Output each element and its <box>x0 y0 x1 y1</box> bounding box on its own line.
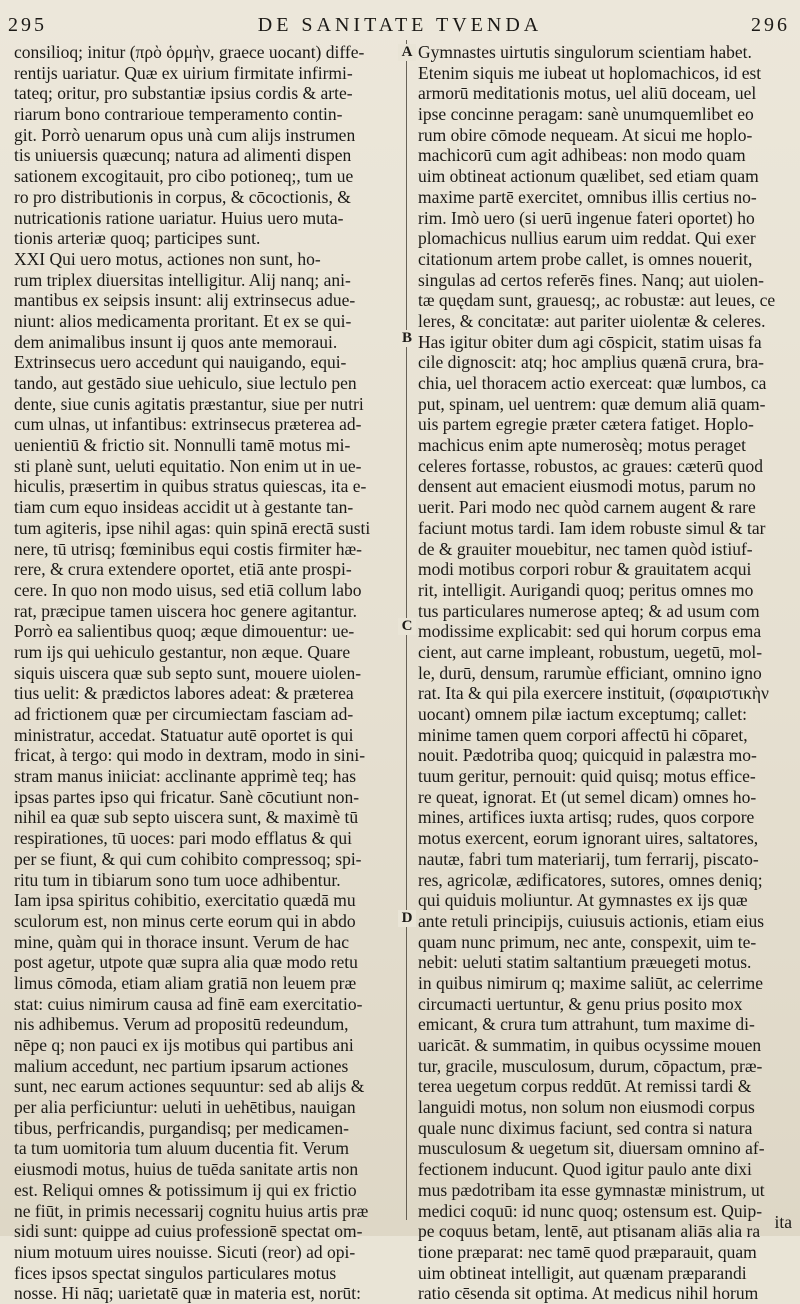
text-line: fricat, à tergo: qui modo in dextram, modo in sini- <box>14 745 366 766</box>
text-line: tiam cum equo insideas accidit ut à gestante tan- <box>14 497 354 518</box>
text-line: limus cōmoda, etiam aliam gratiā non leuem præ <box>14 972 357 993</box>
text-line: nutricationis ratione uariatur. Huius uero muta- <box>14 207 344 228</box>
text-line: rum triplex diuersitas intelligitur. Alij nanq; ani- <box>14 269 351 290</box>
text-line: ipsas partes ipso qui fricatur. Sanè cōcutiunt non- <box>14 786 360 807</box>
text-line: ipse concinne peragam: sanè unumquemlibet eo <box>418 104 754 125</box>
text-line: nere, tū utrisq; fœminibus equi costis firmiter hæ- <box>14 538 363 559</box>
catchword: ita <box>774 1212 792 1232</box>
running-head <box>0 14 800 40</box>
text-line: tæ quędam sunt, grauesq;, ac robustæ: aut leues, ce <box>418 290 776 311</box>
text-line: tionis arteriæ quoq; participes sunt. <box>14 228 261 249</box>
text-line: rum ijs qui uehiculo gestantur, non æque. Quare <box>14 641 351 662</box>
text-line: tum agiteris, ipse nihil agas: quin spinā erectā susti <box>14 517 371 538</box>
text-line: rum obire cōmode nequeam. At sicui me hoplo- <box>418 124 753 145</box>
text-line: minime tamen quem corpori affectū hi cōparet, <box>418 724 748 745</box>
text-line: nautæ, fabri tum materiarij, tum ferrarij, piscato- <box>418 848 759 869</box>
page-number-left: 295 <box>8 14 47 36</box>
text-line: siquis uiscera quæ sub septo sunt, mouere uiolen- <box>14 662 362 683</box>
text-line: uenientiū & frictio sit. Nonnulli tamē motus mi- <box>14 435 351 456</box>
text-line: cere. In quo non modo uisus, sed etiā collum labo <box>14 579 362 600</box>
text-line: tis uniuersis quæcunq; natura ad alimenti dispen <box>14 145 352 166</box>
text-line: de & grauiter mouebitur, nec tamen quòd istiuf- <box>418 538 753 559</box>
text-line: ritu tum in tibiarum sono tum uoce adhibentur. <box>14 869 341 890</box>
text-line: niunt: alios medicamenta proritant. Et ex se qui- <box>14 310 352 331</box>
text-line: ro pro distributionis in corpus, & cōcoctionis, & <box>14 186 351 207</box>
text-line: uaricāt. & summatim, in quibus ocyssime mouen <box>418 1035 762 1055</box>
text-line: motus exercent, eorum ignorant uires, saltatores, <box>418 828 759 849</box>
text-line: uocant) omnem pilæ iactum exceptumq; callet: <box>418 704 747 724</box>
text-line: rat, præcipue tamen uiscera hoc genere agitantur. <box>14 600 358 621</box>
text-line: sunt, nec earum actiones sequuntur: sed ab alijs & <box>14 1076 365 1097</box>
text-line: in quibus nimirum q; maxime saliūt, ac celerrime <box>418 972 764 993</box>
text-line: XXI Qui uero motus, actiones non sunt, ho- <box>14 248 321 269</box>
text-line: eiusmodi motus, huius de tuēda sanitate artis non <box>14 1159 359 1180</box>
text-line: le, durū, densum, rarumùe efficiant, omnino igno <box>418 662 762 683</box>
text-line: tione præparat: nec tamē quod præparauit, quam <box>418 1241 757 1262</box>
text-line: leres, & concitatæ: aut pariter uiolentæ & celeres. <box>418 310 766 331</box>
running-title: DE SANITATE TVENDA <box>257 14 543 36</box>
text-line: ratio cēsenda sit optima. At medicus nihil horum <box>418 1283 759 1304</box>
text-line: sationem excogitauit, pro cibo potioneq;, tum ue <box>14 166 354 187</box>
text-line: ante retuli principijs, cuiusuis actionis, etiam eius <box>418 910 765 931</box>
text-line: stat: cuius nimirum causa ad finē eam exercitatio- <box>14 993 363 1014</box>
text-line: rere, & crura extendere oportet, etiā ante prospi- <box>14 559 352 580</box>
text-line: uerit. Pari modo nec quòd carnem augent & rare <box>418 497 756 518</box>
text-line: tuum geritur, pernouit: quid quisq; motus effice- <box>418 766 756 787</box>
text-line: Iam ipsa spiritus cohibitio, exercitatio quædā mu <box>14 890 356 911</box>
text-line: res, agricolæ, ædificatores, sutores, omnes deniq; <box>418 869 763 890</box>
text-line: nouit. Pædotriba quoq; quicquid in palæstra mo- <box>418 745 757 766</box>
text-line: riarum bono contrarioue temperamento contin- <box>14 104 343 125</box>
text-line: modi motibus corpori robur & grauitatem acqui <box>418 559 752 580</box>
margin-marker-a: A <box>398 44 416 61</box>
text-line: nihil ea quæ sub septo uiscera sunt, & maximè tū <box>14 807 359 828</box>
text-line: sti planè sunt, ueluti equitatio. Non enim ut in ue- <box>14 455 362 476</box>
text-line: maxime partē exercitet, omnibus illis certius no- <box>418 186 757 207</box>
text-line: tateq; oritur, pro substantiæ ipsius cordis & arte- <box>14 83 353 104</box>
text-line: Porrò ea salientibus quoq; æque dimouentur: ue- <box>14 621 355 642</box>
text-line: mus pædotribam ita esse gymnastæ ministrum, ut <box>418 1179 765 1200</box>
left-column <box>14 42 398 1304</box>
text-line: armorū meditationis motus, uel aliū doceam, uel <box>418 83 757 104</box>
text-line: plomachicus nullius earum uim reddat. Qui exer <box>418 228 756 249</box>
margin-marker-d: D <box>398 910 416 927</box>
text-line: mine, quàm qui in thorace insunt. Verum de hac <box>14 931 350 952</box>
text-line: Etenim siquis me iubeat ut hoplomachicos, id est <box>418 62 762 83</box>
text-line: rit, intelligit. Aurigandi quoq; peritus omnes mo <box>418 579 754 600</box>
text-line: cile dignoscit: atq; hoc amplius quænā crura, bra- <box>418 352 765 373</box>
margin-marker-b: B <box>398 330 416 347</box>
text-line: dente, siue cunis agitatis præstantur, siue per nutri <box>14 393 364 414</box>
text-line: Has igitur obiter dum agi cōspicit, statim uisas fa <box>418 331 762 352</box>
text-line: citationum artem probe callet, is omnes nouerit, <box>418 248 753 269</box>
text-line: qui quiduis moliuntur. At gymnastes ex ijs quæ <box>418 890 748 911</box>
text-line: cient, aut carne impleant, robustum, uegetū, mol- <box>418 641 763 662</box>
text-line: faciunt motus tardi. Iam idem robuste simul & tar <box>418 517 766 538</box>
text-line: chia, uel thoracem actio exerceat: quæ lumbos, ca <box>418 373 767 393</box>
text-line: rim. Imò uero (si uerū ingenue fateri oportet) ho <box>418 207 755 228</box>
text-line: per alia perficiuntur: ueluti in uehētibus, nauigan <box>14 1097 356 1118</box>
text-line: ministratur, accedat. Statuatur autē oportet is qui <box>14 724 354 745</box>
text-line: malium accedunt, nec partium ipsarum actiones <box>14 1055 349 1076</box>
text-line: ad frictionem quæ per circumiectam fasciam ad- <box>14 704 354 724</box>
text-line: quam nunc primum, nec ante, conspexit, uim te- <box>418 931 757 952</box>
text-line: uis partem egregie præter cætera fatiget. Hoplo- <box>418 414 754 435</box>
text-line: uim obtineat intelligit, aut quænam præparandi <box>418 1262 747 1283</box>
text-line: post agetur, utpote quæ supra alia quæ modo retu <box>14 952 358 973</box>
text-line: git. Porrò uenarum opus unà cum alijs instrumen <box>14 124 356 145</box>
margin-marker-c: C <box>398 618 416 635</box>
text-line: emicant, & crura tum attrahunt, tum maxime di- <box>418 1014 755 1035</box>
text-line: sidi sunt: quippe ad cuius professionē spectat om- <box>14 1221 363 1242</box>
text-line: re queat, ignorat. Et (ut semel dicam) omnes ho- <box>418 786 757 807</box>
text-line: nium motuum uires nouisse. Sicuti (reor) ad opi- <box>14 1241 356 1262</box>
text-line: machicus enim apte numerosèq; motus peraget <box>418 435 747 456</box>
text-line: Extrinsecus uero accedunt qui nauigando, equi- <box>14 352 347 373</box>
text-line: sculorum est, non minus certe eorum qui in abdo <box>14 910 356 931</box>
text-line: dem animalibus insunt ij quos ante memoraui. <box>14 331 338 352</box>
text-line: consilioq; initur (πρὸ ὁρμὴν, graece uocant) diffe- <box>14 42 365 62</box>
right-column <box>418 42 796 1304</box>
text-line: ne fiūt, in primis necessarij cognitu huius artis præ <box>14 1200 369 1221</box>
text-line: machicorū cum agit adhibeas: non modo quam <box>418 145 746 166</box>
text-line: tur, gracile, musculosum, durum, cōpactum, præ- <box>418 1055 763 1076</box>
text-line: cum ulnas, ut infantibus: extrinsecus præterea ad- <box>14 414 362 435</box>
text-line: modissime explicabit: sed qui horum corpus ema <box>418 621 762 642</box>
text-line: rentijs uariatur. Quæ ex uirium firmitate infirmi- <box>14 62 353 83</box>
text-line: hiculis, præsertim in quibus stratus quiescas, ita e- <box>14 476 367 497</box>
text-line: densent aut emacient eiusmodi motus, parum no <box>418 476 756 497</box>
text-line: tus particulares numerose apteq; & ad usum com <box>418 600 760 621</box>
text-line: terea uegetum corpus reddūt. At remissi tardi & <box>418 1076 752 1097</box>
text-line: quale nunc diximus faciunt, sed contra si natura <box>418 1117 753 1138</box>
text-line: uim obtineat actionum quælibet, sed etiam quam <box>418 166 759 187</box>
text-line: nis adhibemus. Verum ad propositū redeundum, <box>14 1014 349 1035</box>
column-gutter <box>398 40 416 1220</box>
text-line: medici coquū: id nunc quoq; ostensum est. Quip- <box>418 1200 763 1221</box>
text-line: mantibus ex seipsis insunt: alij extrinsecus adue- <box>14 290 356 311</box>
text-line: celeres fortasse, robustos, ac graues: cæterū quod <box>418 455 764 476</box>
text-line: nosse. Hi nāq; uarietatē quæ in materia est, norūt: <box>14 1283 361 1304</box>
text-line: Gymnastes uirtutis singulorum scientiam habet. <box>418 42 752 62</box>
text-line: fectionem inducunt. Quod igitur paulo ante dixi <box>418 1159 752 1180</box>
page-number-right: 296 <box>751 14 790 36</box>
text-line: est. Reliqui omnes & potissimum ij qui ex frictio <box>14 1179 357 1200</box>
text-line: per se fiunt, & qui cum cohibito compressoq; spi- <box>14 848 362 869</box>
text-line: ta tum uomitoria tum aluum ducentia fit. Verum <box>14 1138 350 1159</box>
text-line: tibus, perfricandis, purgandisq; per medicamen- <box>14 1117 349 1138</box>
text-line: musculosum & uegetum sit, diuersam omnino af- <box>418 1138 765 1159</box>
text-line: put, spinam, uel uentrem: quæ demum aliā quam- <box>418 393 766 414</box>
text-line: respirationes, tū uoces: pari modo efflatus & qui <box>14 828 352 849</box>
text-line: tius uelit: & prædictos labores adeat: & præterea <box>14 683 354 704</box>
text-line: mines, artifices iuxta artisq; rudes, quos corpore <box>418 807 755 828</box>
text-line: circumacti uertuntur, & genu prius posito mox <box>418 993 743 1014</box>
text-line: nēpe q; non pauci ex ijs motibus qui partibus ani <box>14 1035 354 1055</box>
text-line: languidi motus, non solum non eiusmodi corpus <box>418 1097 755 1118</box>
text-line: rat. Ita & qui pila exercere instituit, (σφαιριστικὴν <box>418 683 769 704</box>
text-line: singulas ad certos referēs fines. Nanq; aut uiolen- <box>418 269 764 290</box>
text-line: fices ipsos spectat singulos particulares motus <box>14 1262 337 1283</box>
text-line: nebit: ueluti statim saltantium præuegeti motus. <box>418 952 752 973</box>
text-line: tando, aut gestādo siue uehiculo, siue lectulo pen <box>14 373 357 393</box>
text-line: stram manus iniiciat: acclinante apprimè teq; has <box>14 766 357 787</box>
text-line: pe coquus betam, lentē, aut ptisanam aliās alia ra <box>418 1221 761 1242</box>
